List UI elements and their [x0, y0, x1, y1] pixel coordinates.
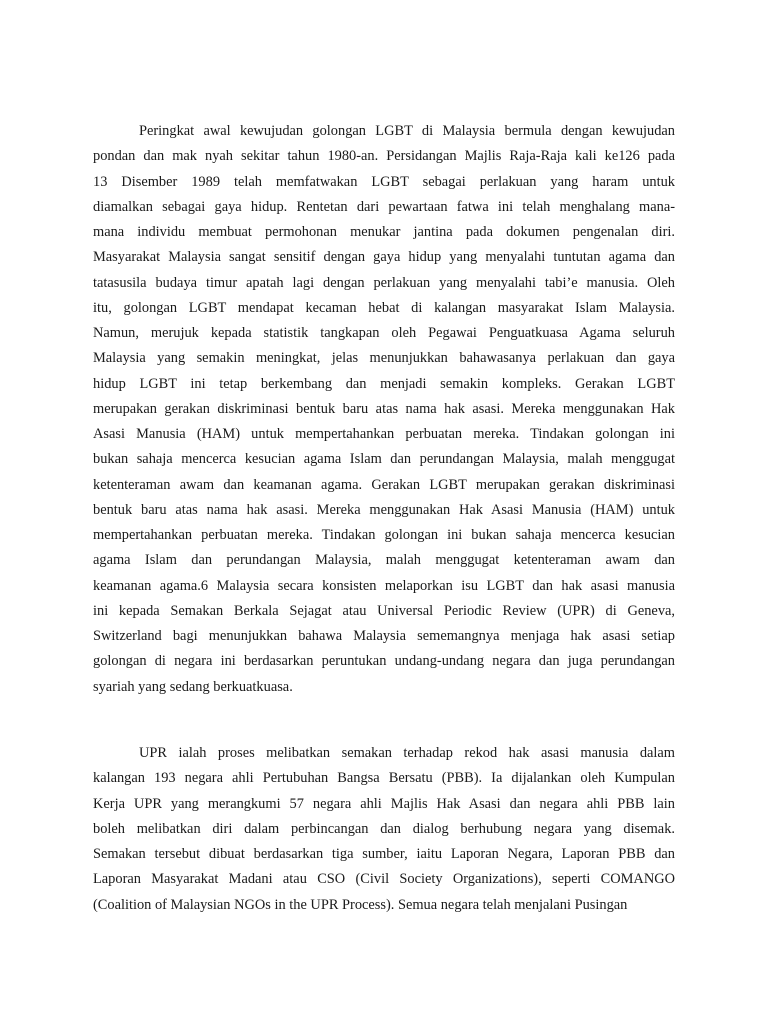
text-line: mana individu membuat permohonan menukar jantina pada dokumen pengenalan diri. — [93, 224, 675, 240]
text-line: diamalkan sebagai gaya hidup. Rentetan dari pewartaan fatwa ini telah menghalang mana- — [93, 198, 675, 215]
text-line: UPR ialah proses melibatkan semakan terhadap rekod hak asasi manusia dalam — [139, 745, 675, 761]
text-line: Peringkat awal kewujudan golongan LGBT di Malaysia bermula dengan kewujudan — [139, 123, 675, 139]
text-line: Asasi Manusia (HAM) untuk mempertahankan perbuatan mereka. Tindakan golongan ini — [93, 426, 675, 442]
text-line: 13 Disember 1989 telah memfatwakan LGBT sebagai perlakuan yang haram untuk — [93, 173, 675, 190]
text-line: itu, golongan LGBT mendapat kecaman hebat di kalangan masyarakat Islam Malaysia. — [93, 299, 675, 316]
text-line: Switzerland bagi menunjukkan bahawa Malaysia sememangnya menjaga hak asasi setiap — [93, 628, 675, 644]
text-line: boleh melibatkan diri dalam perbincangan dan dialog berhubung negara yang disemak. — [93, 820, 675, 837]
text-line: ketenteraman awam dan keamanan agama. Gerakan LGBT merupakan gerakan diskriminasi — [93, 476, 675, 493]
text-line: Malaysia yang semakin meningkat, jelas menunjukkan bahawasanya perlakuan dan gaya — [93, 350, 675, 367]
text-line: bukan sahaja mencerca kesucian agama Islam dan perundangan Malaysia, malah menggugat — [93, 451, 675, 468]
text-line: agama Islam dan perundangan Malaysia, malah menggugat ketenteraman awam dan — [93, 552, 675, 569]
text-line: kalangan 193 negara ahli Pertubuhan Bangsa Bersatu (PBB). Ia dijalankan oleh Kumpulan — [93, 770, 675, 787]
paragraph-upr-process — [93, 741, 675, 918]
text-line: ini kepada Semakan Berkala Sejagat atau Universal Periodic Review (UPR) di Geneva, — [93, 602, 675, 619]
text-line: keamanan agama.6 Malaysia secara konsisten melaporkan isu LGBT dan hak asasi manusia — [93, 577, 675, 594]
text-line: Namun, merujuk kepada statistik tangkapan oleh Pegawai Penguatkuasa Agama seluruh — [93, 325, 675, 341]
text-line: bentuk baru atas nama hak asasi. Mereka menggunakan Hak Asasi Manusia (HAM) untuk — [93, 501, 675, 518]
text-line: tatasusila budaya timur apatah lagi dengan perlakuan yang menyalahi tabi’e manusia. Oleh — [93, 274, 675, 291]
text-line: mempertahankan perbuatan mereka. Tindakan golongan ini bukan sahaja mencerca kesucian — [93, 527, 675, 543]
text-line: Laporan Masyarakat Madani atau CSO (Civil Society Organizations), seperti COMANGO — [93, 871, 675, 888]
text-line: hidup LGBT ini tetap berkembang dan menjadi semakin kompleks. Gerakan LGBT — [93, 375, 675, 392]
text-line: Masyarakat Malaysia sangat sensitif dengan gaya hidup yang menyalahi tuntutan agama dan — [93, 249, 675, 266]
text-line: merupakan gerakan diskriminasi bentuk baru atas nama hak asasi. Mereka menggunakan Hak — [93, 400, 675, 417]
text-line: syariah yang sedang berkuatkuasa. — [93, 678, 293, 695]
text-line: Semakan tersebut dibuat berdasarkan tiga sumber, iaitu Laporan Negara, Laporan PBB dan — [93, 846, 675, 862]
text-line: Kerja UPR yang merangkumi 57 negara ahli Majlis Hak Asasi dan negara ahli PBB lain — [93, 795, 675, 812]
text-line: pondan dan mak nyah sekitar tahun 1980-an. Persidangan Majlis Raja-Raja kali ke126 pada — [93, 148, 675, 165]
paragraph-lgbt-malaysia — [93, 119, 675, 700]
text-line: golongan di negara ini berdasarkan peruntukan undang-undang negara dan juga perundangan — [93, 653, 675, 670]
text-line: (Coalition of Malaysian NGOs in the UPR Process). Semua negara telah menjalani Pusingan — [93, 896, 628, 913]
